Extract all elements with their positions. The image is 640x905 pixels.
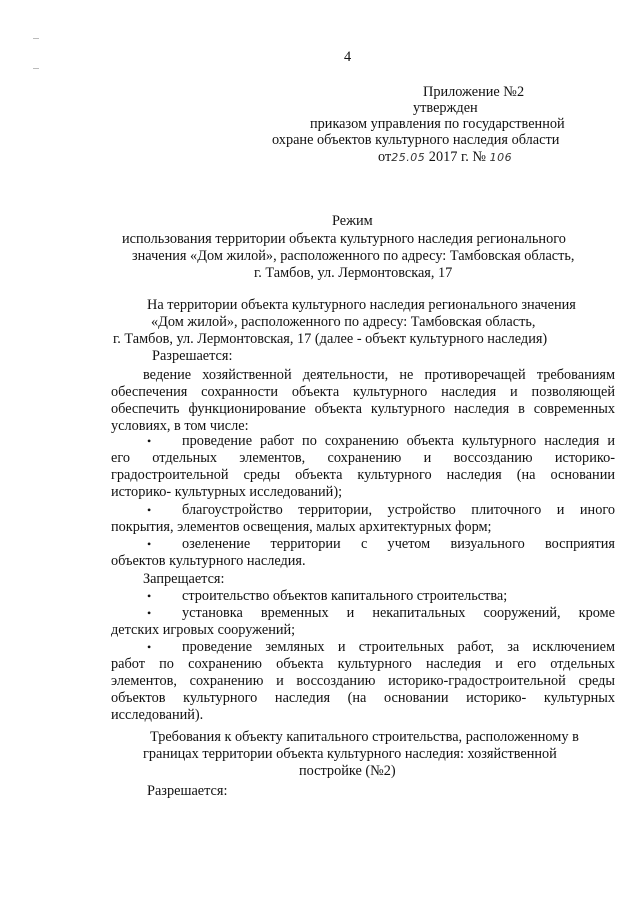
regime-subtitle-line2: значения «Дом жилой», расположенного по адресу: Тамбовская область, bbox=[132, 248, 575, 264]
appendix-order-line2: охране объектов культурного наследия области bbox=[272, 132, 560, 148]
prohibited-item1-line1: строительство объектов капитального строительства; bbox=[182, 588, 508, 604]
requirements-line1: Требования к объекту капитального строительства, расположенному в bbox=[150, 729, 579, 745]
permitted-item1-line3: градостроительной среды объекта культурного наследия (на основании bbox=[111, 467, 615, 483]
date-prefix: от bbox=[378, 149, 392, 165]
appendix-order-line1: приказом управления по государственной bbox=[310, 116, 565, 132]
permitted-text-line1: ведение хозяйственной деятельности, не противоречащей требованиям bbox=[143, 367, 615, 383]
permitted-item1-line1: проведение работ по сохранению объекта культурного наследия и bbox=[182, 433, 615, 449]
bullet-icon: • bbox=[147, 589, 152, 603]
permitted-item1-line2: его отдельных элементов, сохранению и воссозданию историко- bbox=[111, 450, 615, 466]
number-handwritten: 106 bbox=[489, 151, 513, 164]
bullet-icon: • bbox=[147, 537, 152, 551]
prohibited-item3-line5: исследований). bbox=[111, 707, 204, 723]
regime-title: Режим bbox=[332, 213, 373, 229]
prohibited-item3-line3: элементов, сохранению и воссозданию историко-градостроительной среды bbox=[111, 673, 615, 689]
permitted-item3-line1: озеленение территории с учетом визуального восприятия bbox=[182, 536, 615, 552]
permitted-label: Разрешается: bbox=[152, 348, 233, 364]
intro-line3: г. Тамбов, ул. Лермонтовская, 17 (далее - объект культурного наследия) bbox=[113, 331, 548, 347]
prohibited-item2-line1: установка временных и некапитальных сооружений, кроме bbox=[182, 605, 615, 621]
page-number: 4 bbox=[344, 49, 352, 65]
permitted-text-line4: условиях, в том числе: bbox=[111, 418, 249, 434]
intro-line2: «Дом жилой», расположенного по адресу: Тамбовская область, bbox=[151, 314, 536, 330]
prohibited-item2-line2: детских игровых сооружений; bbox=[111, 622, 296, 638]
permitted-item2-line2: покрытия, элементов освещения, малых архитектурных форм; bbox=[111, 519, 492, 535]
date-handwritten: 25.05 bbox=[391, 151, 426, 164]
prohibited-item3-line1: проведение земляных и строительных работ, за исключением bbox=[182, 639, 615, 655]
appendix-date-line bbox=[378, 149, 512, 166]
bullet-icon: • bbox=[147, 640, 152, 654]
appendix-approved: утвержден bbox=[413, 100, 478, 116]
requirements-line3: постройке (№2) bbox=[299, 763, 396, 779]
bullet-icon: • bbox=[147, 503, 152, 517]
scan-edge-mark bbox=[33, 68, 39, 69]
regime-subtitle-line1: использования территории объекта культурного наследия регионального bbox=[122, 231, 566, 247]
permitted-item1-line4: историко- культурных исследований); bbox=[111, 484, 343, 500]
permitted-text-line2: обеспечения сохранности объекта культурного наследия и позволяющей bbox=[111, 384, 615, 400]
permitted-item3-line2: объектов культурного наследия. bbox=[111, 553, 306, 569]
intro-line1: На территории объекта культурного наследия регионального значения bbox=[147, 297, 576, 313]
permitted-text-line3: обеспечить функционирование объекта культурного наследия в современных bbox=[111, 401, 615, 417]
final-permitted-label: Разрешается: bbox=[147, 783, 228, 799]
prohibited-label: Запрещается: bbox=[143, 571, 225, 587]
number-sign: № bbox=[472, 149, 487, 165]
prohibited-item3-line4: объектов культурного наследия (на основании историко- культурных bbox=[111, 690, 615, 706]
requirements-line2: границах территории объекта культурного наследия: хозяйственной bbox=[143, 746, 557, 762]
bullet-icon: • bbox=[147, 434, 152, 448]
date-year: 2017 г. bbox=[428, 149, 469, 165]
bullet-icon: • bbox=[147, 606, 152, 620]
prohibited-item3-line2: работ по сохранению объекта культурного наследия и его отдельных bbox=[111, 656, 615, 672]
scan-edge-mark bbox=[33, 38, 39, 39]
appendix-title: Приложение №2 bbox=[423, 84, 525, 100]
permitted-item2-line1: благоустройство территории, устройство плиточного и иного bbox=[182, 502, 615, 518]
regime-subtitle-line3: г. Тамбов, ул. Лермонтовская, 17 bbox=[254, 265, 453, 281]
